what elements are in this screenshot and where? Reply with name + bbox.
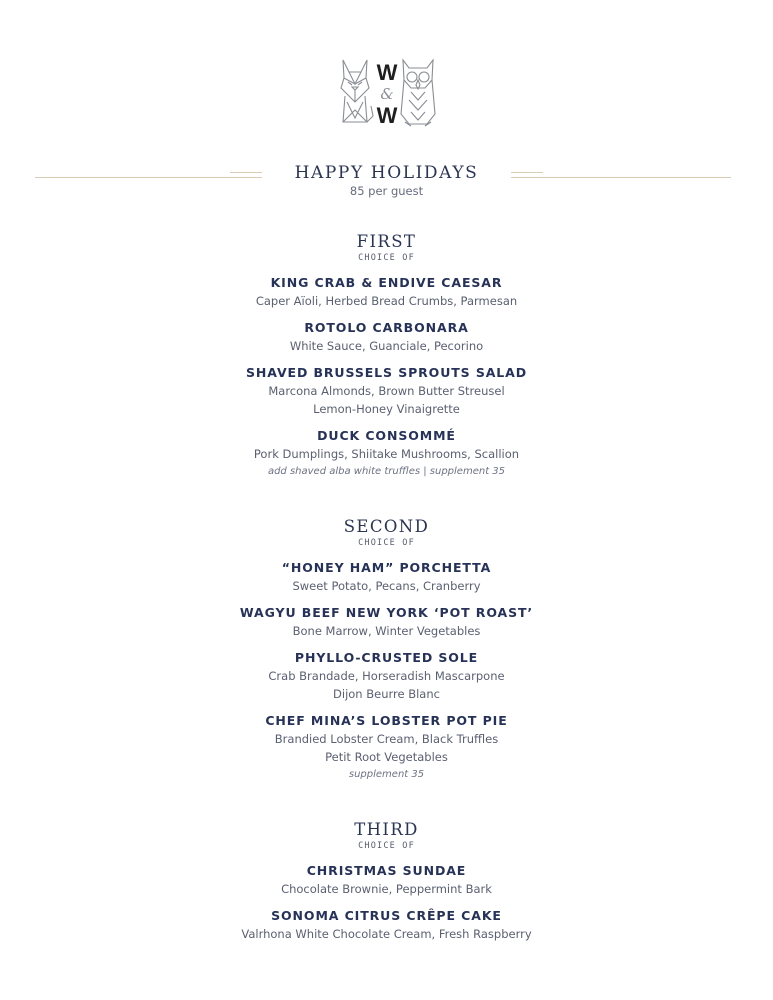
dish-item <box>0 649 773 703</box>
dish-item <box>0 604 773 640</box>
dish-supplement-note: add shaved alba white truffles | supplement 35 <box>267 466 506 477</box>
dish-name: “HONEY HAM” PORCHETTA <box>281 560 492 575</box>
course-title: THIRD <box>354 820 419 839</box>
menu-price: 85 per guest <box>349 184 424 198</box>
dish-name: SONOMA CITRUS CRÊPE CAKE <box>271 908 502 923</box>
dish-description: Marcona Almonds, Brown Butter Streusel <box>268 384 505 398</box>
dish-name: ROTOLO CARBONARA <box>304 320 469 335</box>
course-title: SECOND <box>343 517 430 536</box>
monogram <box>377 60 398 128</box>
dish-name: PHYLLO-CRUSTED SOLE <box>294 650 479 665</box>
dish-item <box>0 712 773 784</box>
dish-supplement-note: supplement 35 <box>348 769 425 780</box>
dish-name: CHEF MINA’S LOBSTER POT PIE <box>265 713 508 728</box>
dish-name: DUCK CONSOMMÉ <box>317 428 456 443</box>
dish-item <box>0 274 773 310</box>
dish-item <box>0 364 773 418</box>
dish-description: Brandied Lobster Cream, Black Truffles <box>274 732 499 746</box>
logo-letter-3: W <box>376 103 398 128</box>
dish-description: Crab Brandade, Horseradish Mascarpone <box>268 669 505 683</box>
dish-name: WAGYU BEEF NEW YORK ‘POT ROAST’ <box>239 605 534 620</box>
dish-description: Caper Aïoli, Herbed Bread Crumbs, Parmesan <box>255 294 518 308</box>
course-second <box>0 517 773 793</box>
owl-icon <box>401 60 435 126</box>
dish-item <box>0 319 773 355</box>
dish-description: Valrhona White Chocolate Cream, Fresh Raspberry <box>241 927 532 941</box>
dish-description: Sweet Potato, Pecans, Cranberry <box>292 579 481 593</box>
dish-description: Dijon Beurre Blanc <box>333 687 440 701</box>
dish-item <box>0 907 773 943</box>
course-choice-label: CHOICE OF <box>358 538 415 548</box>
course-title: FIRST <box>356 232 417 251</box>
dish-description: Lemon-Honey Vinaigrette <box>313 402 460 416</box>
dish-description: Chocolate Brownie, Peppermint Bark <box>281 882 492 896</box>
dish-name: SHAVED BRUSSELS SPROUTS SALAD <box>245 365 528 380</box>
dish-item <box>0 862 773 898</box>
dish-description: Petit Root Vegetables <box>325 750 448 764</box>
dish-item <box>0 559 773 595</box>
logo-letter-2: & <box>380 85 394 103</box>
dish-name: CHRISTMAS SUNDAE <box>306 863 467 878</box>
dish-name: KING CRAB & ENDIVE CAESAR <box>270 275 503 290</box>
dish-description: White Sauce, Guanciale, Pecorino <box>289 339 484 353</box>
restaurant-logo <box>339 56 436 128</box>
menu-title: HAPPY HOLIDAYS <box>294 163 479 183</box>
logo-letter-1: W <box>376 60 398 85</box>
dish-description: Pork Dumplings, Shiitake Mushrooms, Scallion <box>253 447 520 461</box>
fox-icon <box>341 60 373 122</box>
course-third <box>0 820 773 952</box>
course-choice-label: CHOICE OF <box>358 253 415 263</box>
course-first <box>0 232 773 490</box>
course-choice-label: CHOICE OF <box>358 841 415 851</box>
dish-item <box>0 427 773 481</box>
dish-description: Bone Marrow, Winter Vegetables <box>292 624 481 638</box>
